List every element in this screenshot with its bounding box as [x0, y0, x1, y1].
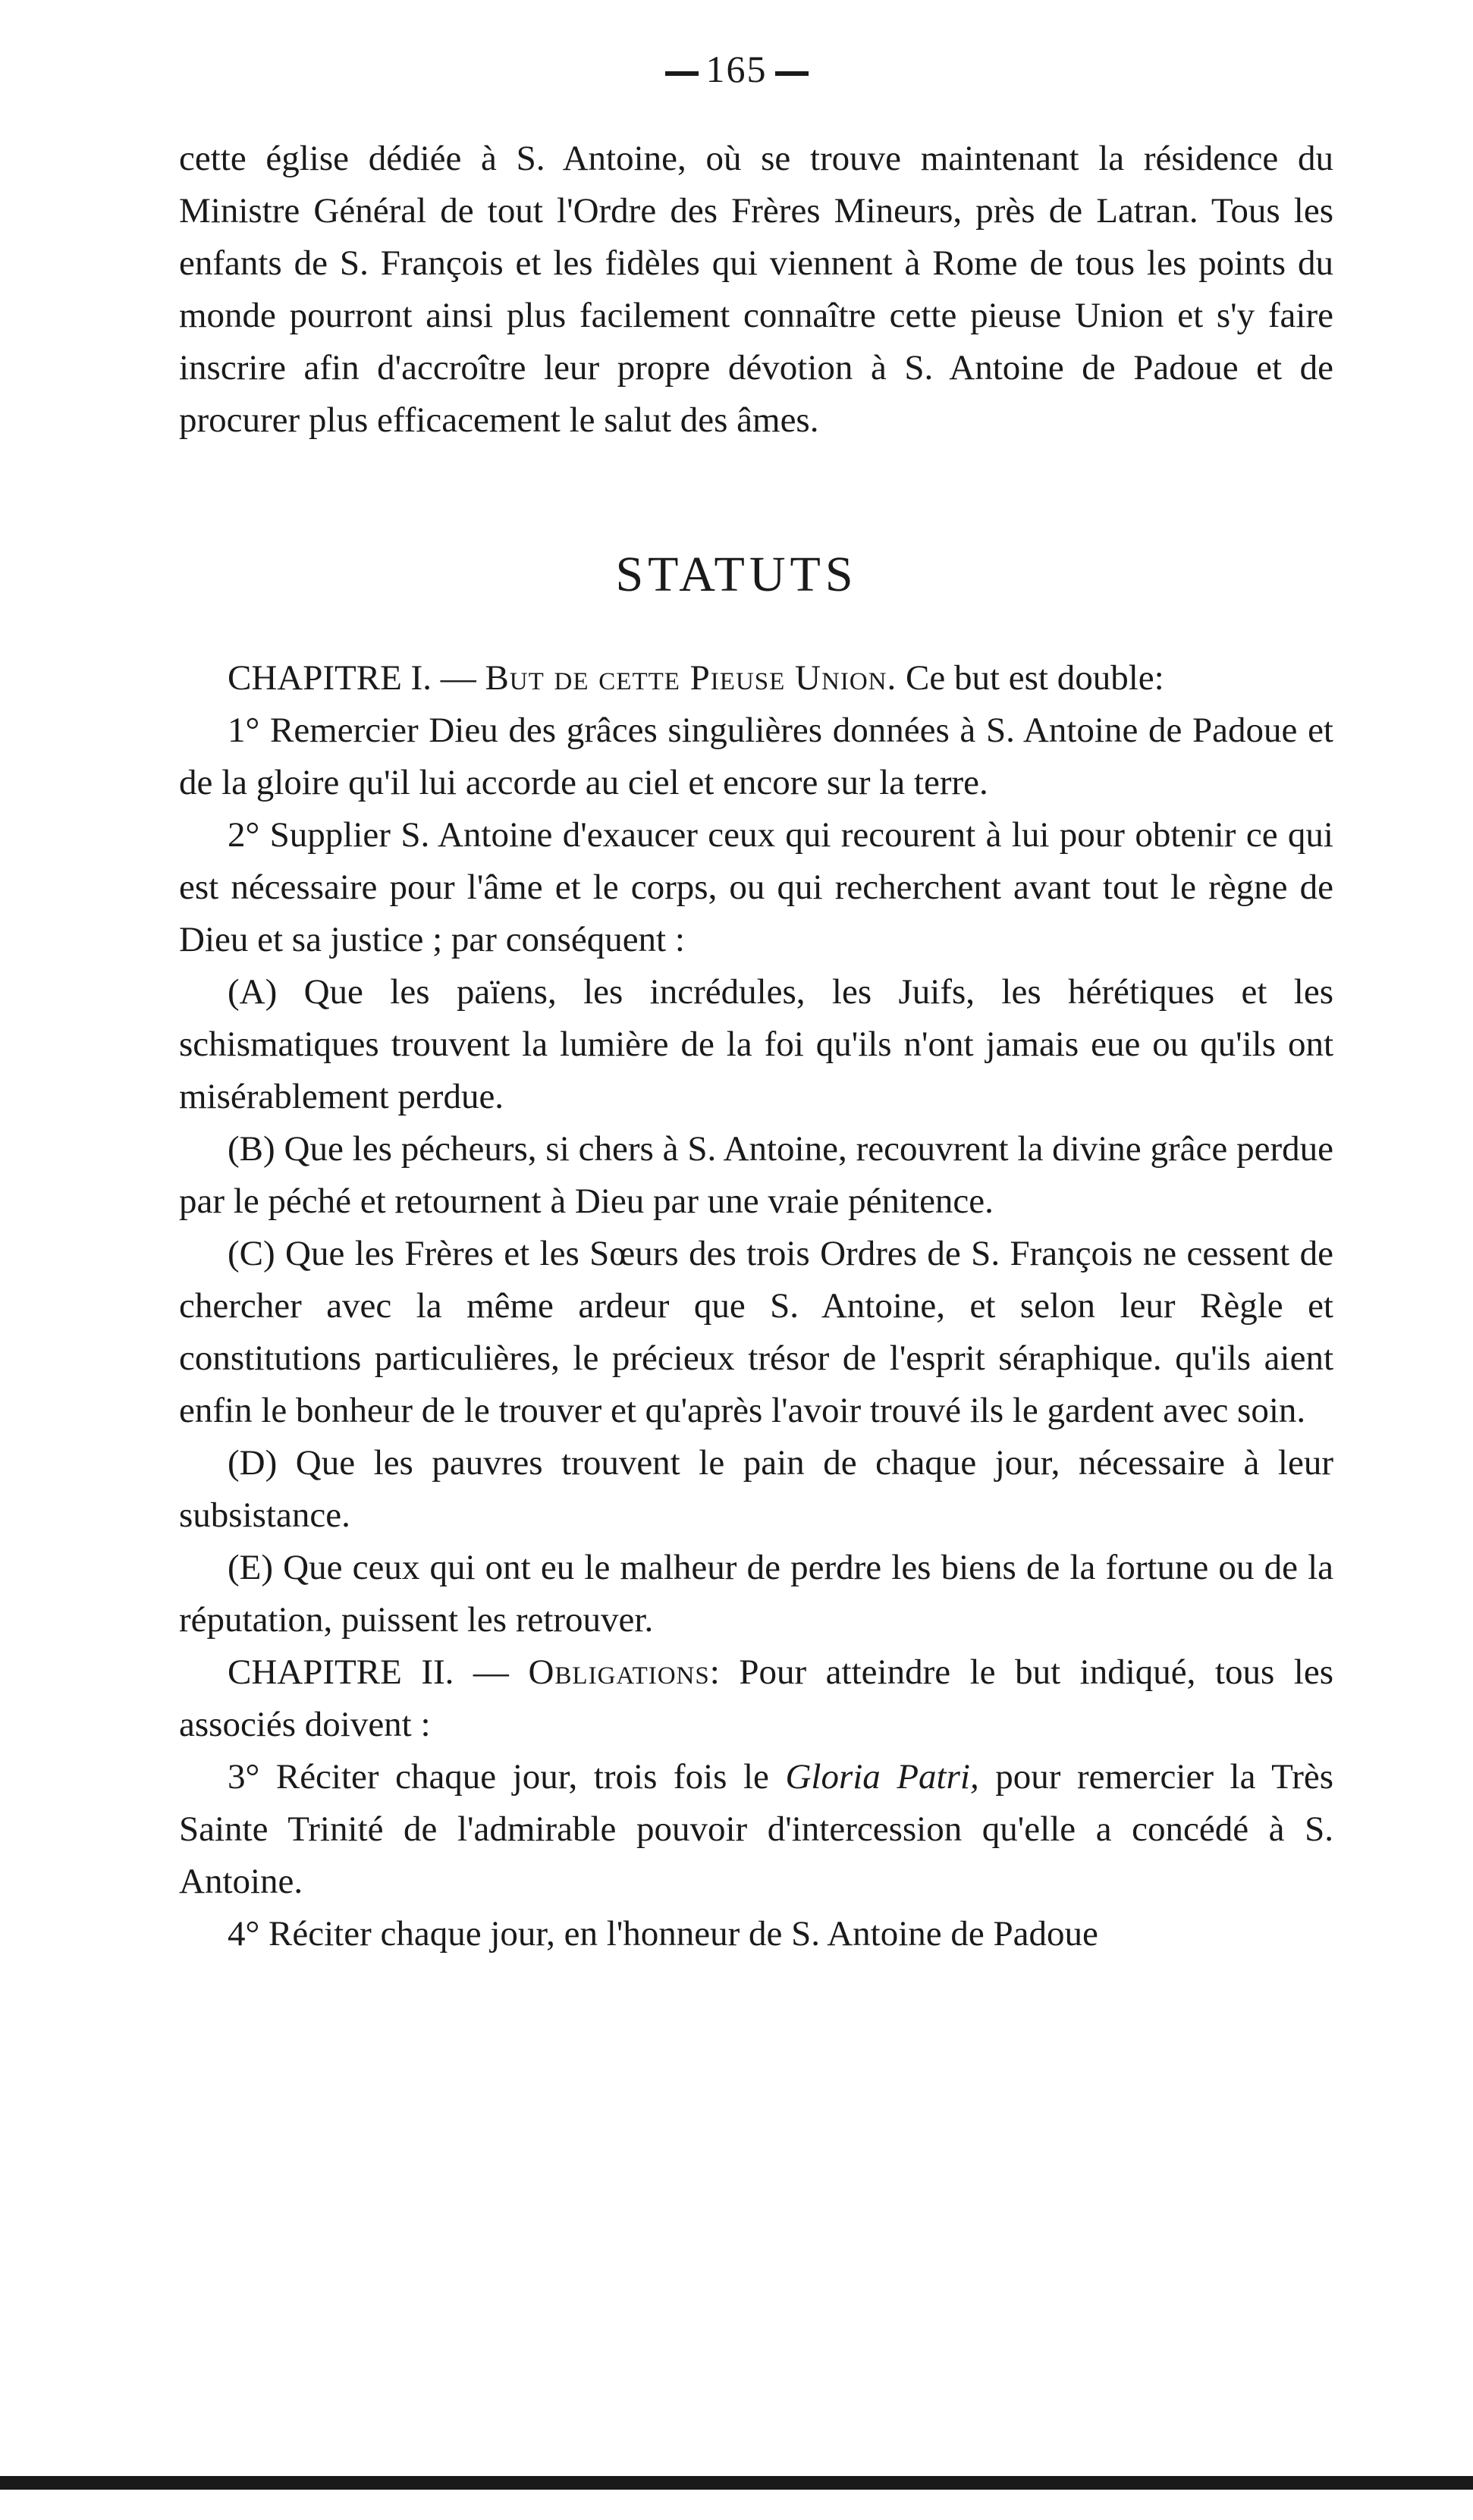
item-c: (C) Que les Frères et les Sœurs des trois Ordres de S. François ne cessent de chercher avec la même ardeur que S. Antoine, et selon leur Règle et constitutions particulières, le précieux trésor de l'esprit séraphique. qu'ils aient enfin le bonheur de le trouver et qu'après l'avoir trouvé ils le gardent avec soin.: [179, 1234, 1333, 1430]
chapter-2-text: : Pour atteindre le but indiqué, tous les associés doivent :: [179, 1652, 1334, 1744]
intro-paragraph: cette église dédiée à S. Antoine, où se trouve maintenant la résidence du Ministre Général de tout l'Ordre des Frères Mineurs, près de Latran. Tous les enfants de S. François et les fidèles qui viennent à Rome de tous les points du monde pourront ainsi plus facilement connaître cette pieuse Union et s'y faire inscrire afin d'accroître leur propre dévotion à S. Antoine de Padoue et de procurer plus efficacement le salut des âmes.: [179, 139, 1333, 440]
item-3-prefix: 3° Réciter chaque jour, trois fois le: [228, 1757, 769, 1797]
page-number-right-dash: [775, 71, 809, 76]
page-number-value: 165: [705, 48, 768, 90]
chapter-1-paragraph: [179, 652, 1333, 705]
page-number-left-dash: [665, 71, 699, 76]
item-a: (A) Que les païens, les incrédules, les Juifs, les hérétiques et les schismatiques trouvent la lumière de la foi qu'ils n'ont jamais eue ou qu'ils ont misérablement perdue.: [179, 972, 1333, 1116]
item-2: 2° Supplier S. Antoine d'exaucer ceux qui recourent à lui pour obtenir ce qui est nécessaire pour l'âme et le corps, ou qui recherchent avant tout le règne de Dieu et sa justice ; par conséquent :: [179, 815, 1333, 959]
item-1: 1° Remercier Dieu des grâces singulières données à S. Antoine de Padoue et de la gloire qu'il lui accorde au ciel et encore sur la terre.: [179, 711, 1333, 802]
chapter-2-paragraph: [179, 1646, 1333, 1751]
chapter-1-text: Ce but est double:: [905, 658, 1164, 698]
bottom-rule: [0, 2476, 1473, 2490]
chapter-2-label: CHAPITRE II. —: [228, 1652, 509, 1692]
statuts-heading: STATUTS: [615, 547, 858, 602]
page-number: [0, 47, 1473, 91]
statuts-body: [179, 652, 1333, 1960]
item-4: 4° Réciter chaque jour, en l'honneur de S. Antoine de Padoue: [228, 1914, 1098, 1954]
intro-block: [179, 133, 1333, 447]
chapter-1-heading: But de cette Pieuse Union.: [485, 658, 897, 698]
item-3-suffix: pour remercier la Très Sainte Trinité de l'admirable pouvoir d'intercession qu'elle a concédé à S. Antoine.: [179, 1757, 1333, 1901]
item-d: (D) Que les pauvres trouvent le pain de chaque jour, nécessaire à leur subsistance.: [179, 1443, 1333, 1535]
item-e: (E) Que ceux qui ont eu le malheur de perdre les biens de la fortune ou de la réputation, puissent les retrouver.: [179, 1548, 1333, 1640]
item-b: (B) Que les pécheurs, si chers à S. Antoine, recouvrent la divine grâce perdue par le péché et retournent à Dieu par une vraie pénitence.: [179, 1129, 1333, 1221]
chapter-2-heading: Obligations: [528, 1652, 710, 1692]
item-3: [179, 1751, 1333, 1908]
chapter-1-label: CHAPITRE I. —: [228, 658, 476, 698]
item-3-italic: Gloria Patri,: [785, 1757, 979, 1797]
